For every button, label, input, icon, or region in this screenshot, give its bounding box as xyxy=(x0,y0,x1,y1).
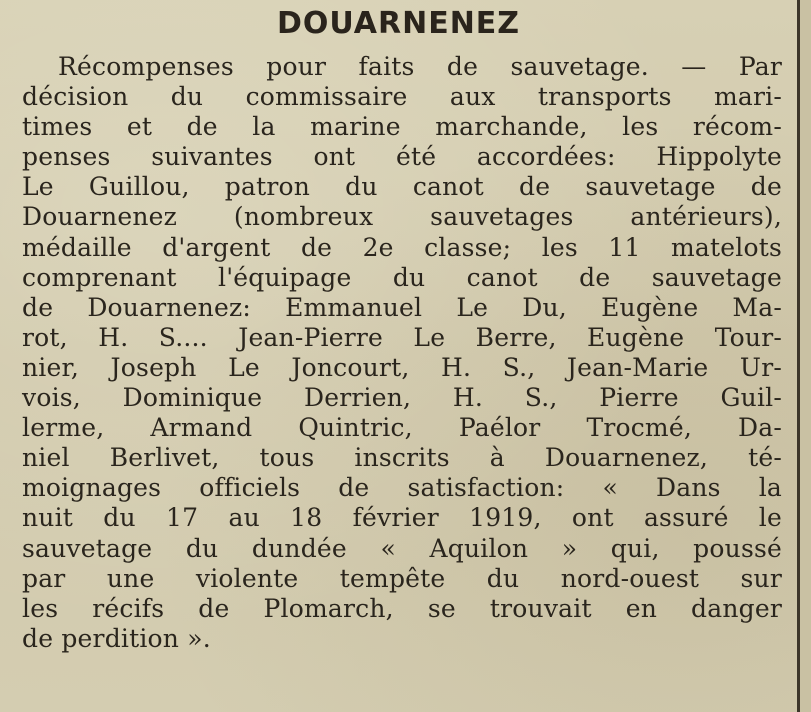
article-line: par une violente tempête du nord-ouest sur xyxy=(22,563,782,593)
article-line: médaille d'argent de 2e classe; les 11 matelots xyxy=(22,232,782,262)
article-line: times et de la marine marchande, les récom- xyxy=(22,112,782,142)
article-line: de Douarnenez: Emmanuel Le Du, Eugène Ma- xyxy=(22,292,782,322)
article-line: Récompenses pour faits de sauvetage. — Par xyxy=(58,52,782,81)
article-line: moignages officiels de satisfaction: « Dans la xyxy=(22,473,782,503)
article-line: de perdition ». xyxy=(22,623,211,653)
article-title: DOUARNENEZ xyxy=(276,6,521,41)
article-line: lerme, Armand Quintric, Paélor Trocmé, Da- xyxy=(22,413,782,443)
article-line: les récifs de Plomarch, se trouvait en danger xyxy=(22,593,782,623)
article-line: décision du commissaire aux transports mari- xyxy=(22,82,782,112)
article-body xyxy=(22,52,782,654)
article-line: niel Berlivet, tous inscrits à Douarnenez, té- xyxy=(22,443,782,473)
article-line: Douarnenez (nombreux sauvetages antérieurs), xyxy=(22,202,782,232)
article-line: nier, Joseph Le Joncourt, H. S., Jean-Marie Ur- xyxy=(22,352,782,382)
article-line: Le Guillou, patron du canot de sauvetage de xyxy=(22,172,782,202)
adjacent-column-edge xyxy=(800,0,811,712)
article-line: penses suivantes ont été accordées: Hippolyte xyxy=(22,142,782,172)
article-line: nuit du 17 au 18 février 1919, ont assuré le xyxy=(22,503,782,533)
article-line: comprenant l'équipage du canot de sauvetage xyxy=(22,262,782,292)
article-line: rot, H. S.... Jean-Pierre Le Berre, Eugène Tour- xyxy=(22,322,782,352)
article-line: sauvetage du dundée « Aquilon » qui, poussé xyxy=(22,533,782,563)
article-line: vois, Dominique Derrien, H. S., Pierre Guil- xyxy=(22,383,782,413)
